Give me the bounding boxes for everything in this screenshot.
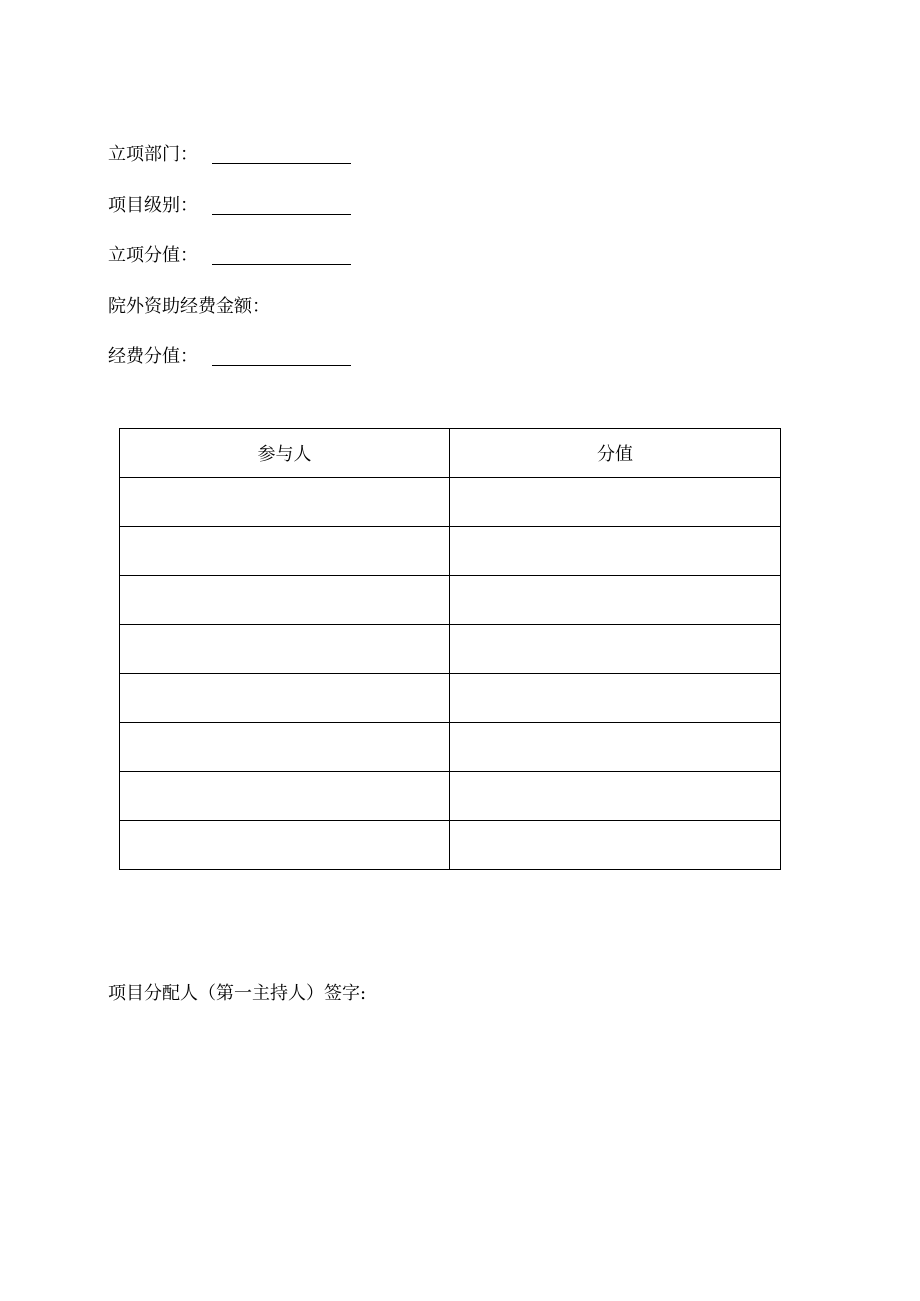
table-row — [120, 625, 781, 674]
participant-cell[interactable] — [120, 625, 450, 674]
field-level — [108, 193, 351, 219]
participant-score-table — [119, 428, 781, 870]
field-label-external-funding: 院外资助经费金额： — [108, 296, 270, 317]
score-cell[interactable] — [450, 478, 781, 527]
table-row — [120, 821, 781, 870]
table-row — [120, 723, 781, 772]
table-row — [120, 674, 781, 723]
participant-cell[interactable] — [120, 723, 450, 772]
field-label-level: 项目级别： — [108, 195, 198, 216]
participant-cell[interactable] — [120, 527, 450, 576]
participant-cell[interactable] — [120, 576, 450, 625]
score-cell[interactable] — [450, 821, 781, 870]
column-header-participant: 参与人 — [120, 429, 450, 478]
table-row — [120, 478, 781, 527]
table-row — [120, 772, 781, 821]
field-input-level[interactable] — [212, 214, 351, 215]
participant-cell[interactable] — [120, 674, 450, 723]
field-label-project-score: 立项分值： — [108, 245, 198, 266]
score-cell[interactable] — [450, 772, 781, 821]
participant-cell[interactable] — [120, 478, 450, 527]
score-cell[interactable] — [450, 527, 781, 576]
field-external-funding — [108, 294, 270, 320]
field-project-score — [108, 243, 351, 269]
field-input-department[interactable] — [212, 163, 351, 164]
score-cell[interactable] — [450, 625, 781, 674]
field-label-department: 立项部门： — [108, 144, 198, 165]
field-input-project-score[interactable] — [212, 264, 351, 265]
field-label-funding-score: 经费分值： — [108, 346, 198, 367]
field-input-funding-score[interactable] — [212, 365, 351, 366]
table-row — [120, 527, 781, 576]
field-funding-score — [108, 344, 351, 370]
column-header-score: 分值 — [450, 429, 781, 478]
score-cell[interactable] — [450, 674, 781, 723]
field-department — [108, 142, 351, 168]
table-header-row — [120, 429, 781, 478]
table-row — [120, 576, 781, 625]
participant-cell[interactable] — [120, 821, 450, 870]
score-cell[interactable] — [450, 723, 781, 772]
score-cell[interactable] — [450, 576, 781, 625]
signature-label: 项目分配人（第一主持人）签字: — [108, 983, 367, 1004]
participant-cell[interactable] — [120, 772, 450, 821]
